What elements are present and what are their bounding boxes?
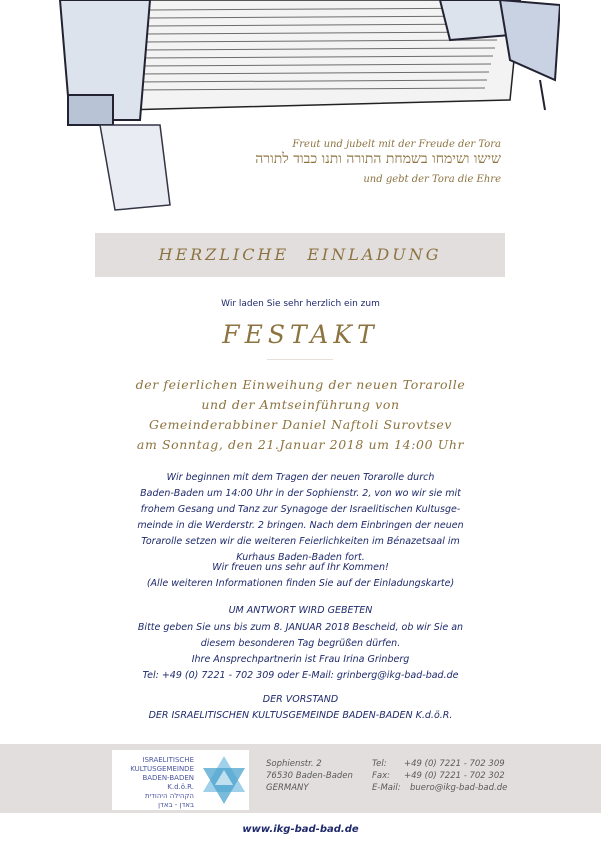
address-line: GERMANY (266, 783, 309, 793)
address-line: 76530 Baden-Baden (266, 771, 353, 781)
address-block (266, 758, 353, 794)
contact-label: Fax: (372, 771, 390, 781)
logo-line: הקהילה היהודית (144, 792, 194, 800)
contact-block (372, 758, 507, 794)
rsvp-line: diesem besonderen Tag begrüßen dürfen. (200, 638, 401, 649)
contact-label: Tel: (372, 759, 387, 769)
rsvp-line: Tel: +49 (0) 7221 - 702 309 oder E-Mail: grinberg@ikg-bad-bad.de (142, 670, 459, 681)
contact-email (372, 782, 507, 794)
logo-line: KULTUSGEMEINDE (130, 765, 194, 773)
community-logo (112, 750, 249, 810)
event-details (0, 375, 601, 455)
paragraph-line: Wir beginnen mit dem Tragen der neuen Torarolle durch (166, 472, 435, 483)
contact-fax (372, 770, 507, 782)
motto-german-line-2: und gebt der Tora die Ehre (363, 174, 501, 185)
signature-line: DER ISRAELITISCHEN KULTUSGEMEINDE BADEN-BADEN K.d.ö.R. (148, 710, 453, 721)
signature-line: DER VORSTAND (262, 694, 339, 705)
signature-block (0, 692, 601, 724)
motto-hebrew-line: שישו ושימחו בשמחת התורה ותנו כבוד לתורה (255, 151, 501, 167)
logo-text (116, 756, 194, 810)
paragraph-line: Torarolle setzen wir die weiteren Feierlichkeiten im Bénazetsaal im (141, 536, 460, 547)
rsvp-line: Bitte geben Sie uns bis zum 8. JANUAR 2018 Bescheid, ob wir Sie an (137, 622, 464, 633)
event-line: am Sonntag, den 21.Januar 2018 um 14:00 Uhr (136, 437, 465, 452)
contact-value[interactable]: buero@ikg-bad-bad.de (410, 783, 508, 793)
logo-line: ISRAELITISCHE (142, 756, 194, 764)
divider (267, 359, 333, 360)
paragraph-line: Baden-Baden um 14:00 Uhr in der Sophienstr. 2, von wo wir sie mit (140, 488, 461, 499)
logo-line: BADEN-BADEN K.d.ö.R. (142, 774, 194, 791)
contact-value: +49 (0) 7221 - 702 309 (404, 759, 505, 769)
paragraph-line: (Alle weiteren Informationen finden Sie auf der Einladungskarte) (146, 578, 455, 589)
contact-phone (372, 758, 507, 770)
address-line: Sophienstr. 2 (266, 759, 322, 769)
welcome-paragraph (0, 560, 601, 592)
event-line: Gemeinderabbiner Daniel Naftoli Surovtsev (148, 417, 452, 432)
invitation-banner (95, 233, 505, 277)
contact-label: E-Mail: (372, 783, 401, 793)
event-line: der feierlichen Einweihung der neuen Torarolle (135, 377, 466, 392)
contact-value: +49 (0) 7221 - 702 302 (404, 771, 505, 781)
footer-bar (0, 744, 601, 813)
website-link[interactable]: www.ikg-bad-bad.de (242, 824, 359, 835)
rsvp-details (0, 620, 601, 684)
star-of-david-icon (198, 754, 250, 806)
paragraph-line: frohem Gesang und Tanz zur Synagoge der Israelitischen Kultusge- (140, 504, 461, 515)
motto-german-line-1: Freut und jubelt mit der Freude der Tora (292, 139, 501, 150)
program-paragraph (0, 470, 601, 566)
rsvp-heading: UM ANTWORT WIRD GEBETEN (228, 605, 373, 616)
paragraph-line: meinde in die Werderstr. 2 bringen. Nach dem Einbringen der neuen (137, 520, 464, 531)
festakt-heading: FESTAKT (222, 320, 379, 349)
logo-line: באדן - באדן (158, 801, 194, 809)
rsvp-line: Ihre Ansprechpartnerin ist Frau Irina Grinberg (191, 654, 410, 665)
paragraph-line: Wir freuen uns sehr auf Ihr Kommen! (212, 562, 389, 573)
invite-intro: Wir laden Sie sehr herzlich ein zum (221, 299, 380, 309)
event-line: und der Amtseinführung von (201, 397, 400, 412)
invitation-title: HERZLICHE EINLADUNG (158, 245, 442, 264)
paragraph-line: Kurhaus Baden-Baden fort. (236, 552, 365, 563)
